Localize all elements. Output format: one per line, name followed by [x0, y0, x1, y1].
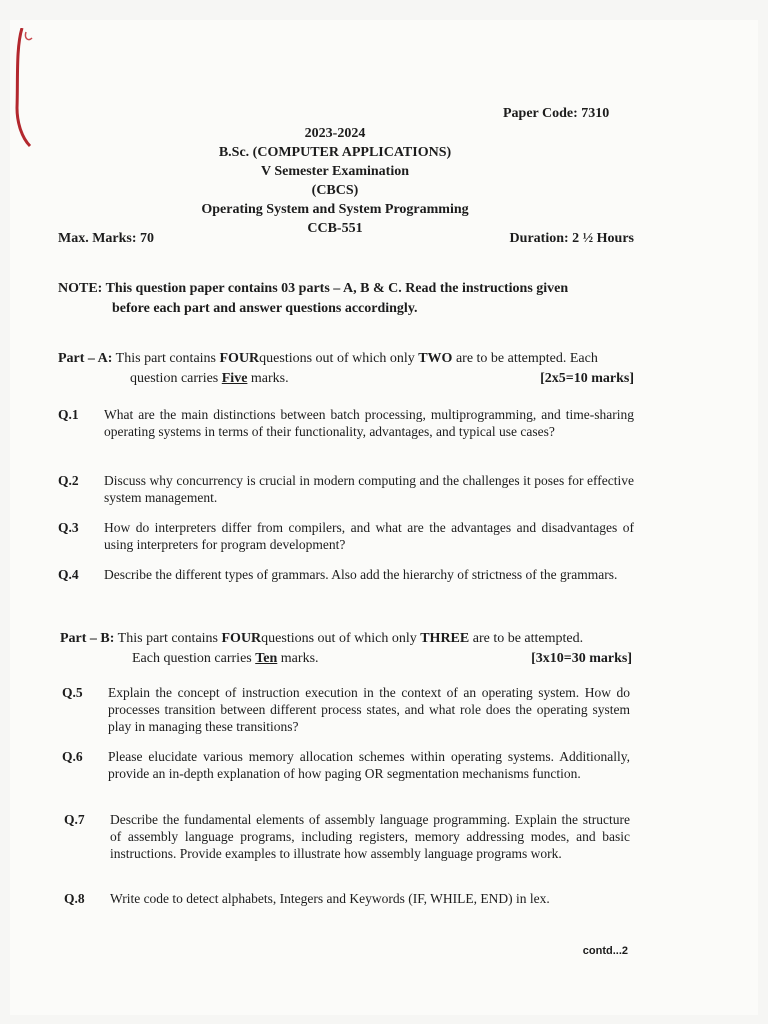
part-b-marks: [3x10=30 marks] — [531, 651, 632, 666]
question-item: Q.7 Describe the fundamental elements of assembly language programming. Explain the structure of assembly language programs, including registers, memory addressing modes, and basic instructions. Provide examples to illustrate how assembly language programs work. — [64, 812, 630, 861]
course-code: CCB-551 — [307, 221, 363, 236]
continued-marker: contd...2 — [582, 945, 628, 957]
max-marks: Max. Marks: 70 — [58, 231, 155, 246]
part-a-marks: [2x5=10 marks] — [540, 371, 634, 386]
part-b-label: Part – B: — [60, 631, 115, 646]
question-item: Q.3 How do interpreters differ from compilers, and what are the advantages and disadvantages of using interpreters for program development? — [58, 520, 634, 552]
scheme-name: (CBCS) — [311, 183, 359, 198]
paper-code: Paper Code: 7310 — [503, 106, 610, 121]
exam-title-block — [150, 124, 520, 238]
red-thread-mark — [8, 28, 34, 148]
program-name: B.Sc. (COMPUTER APPLICATIONS) — [218, 145, 452, 160]
note-line-1: NOTE: This question paper contains 03 parts – A, B & C. Read the instructions given — [58, 281, 569, 296]
question-item: Q.1 What are the main distinctions between batch processing, multiprogramming, and time-sharing operating systems in terms of their functionality, advantages, and typical use cases? — [58, 407, 634, 439]
question-item: Q.8 Write code to detect alphabets, Integers and Keywords (IF, WHILE, END) in lex. — [64, 891, 550, 906]
instruction-note — [58, 279, 636, 319]
question-item: Q.2 Discuss why concurrency is crucial in modern computing and the challenges it poses for effective system management. — [58, 473, 634, 505]
question-item: Q.5 Explain the concept of instruction execution in the context of an operating system. How do processes transition between different process states, and what role does the operating system play in managing these transitions? — [62, 685, 630, 734]
subject-name: Operating System and System Programming — [201, 202, 469, 217]
duration: Duration: 2 ½ Hours — [509, 231, 634, 246]
part-b-instructions: Part – B: This part contains FOURquestions out of which only THREE are to be attempted. Each question carries Ten marks. [3x10=30 marks] — [60, 629, 632, 669]
question-item: Q.6 Please elucidate various memory allocation schemes within operating systems. Additionally, provide an in-depth explanation of how paging OR segmentation mechanisms function. — [62, 749, 630, 781]
part-a-label: Part – A: — [58, 351, 113, 366]
marks-duration-row — [58, 231, 634, 247]
note-line-2: before each part and answer questions accordingly. — [112, 301, 418, 316]
semester-name: V Semester Examination — [260, 164, 410, 179]
question-item: Q.4 Describe the different types of grammars. Also add the hierarchy of strictness of the grammars. — [58, 567, 618, 582]
exam-year: 2023-2024 — [304, 126, 366, 141]
part-a-instructions: Part – A: This part contains FOURquestions out of which only TWO are to be attempted. Each question carries Five marks. [2x5=10 marks] — [58, 349, 634, 389]
